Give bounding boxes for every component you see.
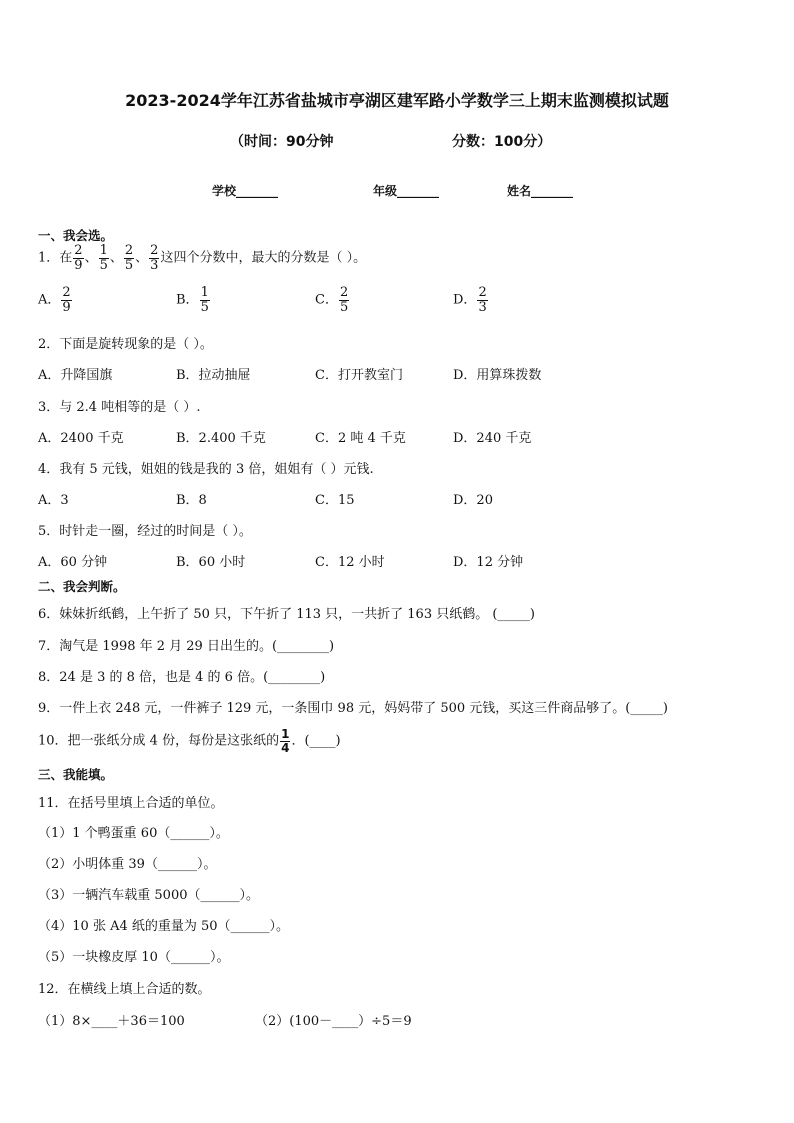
q4-option-d: D．20 (453, 493, 493, 508)
q1-option-a: A． $\frac{2}{9}$ (38, 285, 71, 315)
exam-score: 分数：100分） (452, 134, 552, 150)
section-heading-fill: 三、我能填。 (38, 767, 114, 782)
question-4: 4．我有 5 元钱，姐姐的钱是我的 3 倍，姐姐有（ ）元钱. (38, 462, 374, 477)
q2-option-a: A．升降国旗 (38, 368, 113, 383)
grade-field: 年级_______ (373, 184, 440, 198)
question-9: 9．一件上衣 248 元，一件裤子 129 元，一条围巾 98 元，妈妈带了 500 元钱，买这三件商品够了。(_____) (38, 701, 668, 716)
q5-option-d: D．12 分钟 (453, 555, 524, 570)
section-heading-choice: 一、我会选。 (38, 228, 114, 243)
question-7: 7．淘气是 1998 年 2 月 29 日出生的。(________) (38, 639, 335, 654)
q1-sep: 、 (84, 250, 98, 266)
q11-item-4: （4）10 张 A4 纸的重量为 50（______）。 (38, 919, 290, 934)
q1-prefix: 1．在 (38, 250, 73, 266)
q10-fraction: $\frac{1}{4}$ (281, 727, 290, 755)
q2-option-c: C．打开教室门 (315, 368, 403, 383)
q4-option-c: C．15 (315, 493, 355, 508)
q10-suffix: ．(____) (291, 733, 341, 749)
q1-sep: 、 (135, 250, 149, 266)
q1-option-d: D． $\frac{2}{3}$ (453, 285, 487, 315)
question-12: 12．在横线上填上合适的数。 (38, 982, 211, 997)
section-heading-judge: 二、我会判断。 (38, 579, 126, 594)
question-6: 6．妹妹折纸鹤，上午折了 50 只，下午折了 113 只，一共折了 163 只纸鹤。 (_____) (38, 607, 536, 622)
q10-prefix: 10．把一张纸分成 4 份，每份是这张纸的 (38, 733, 280, 749)
q1-fraction-3: $\frac{2}{5}$ (124, 243, 134, 273)
q11-item-1: （1）1 个鸭蛋重 60（______）。 (38, 826, 229, 841)
q1-fraction-2: $\frac{1}{5}$ (99, 243, 108, 273)
page-title: 2023-2024学年江苏省盐城市亭湖区建军路小学数学三上期末监测模拟试题 (125, 91, 669, 110)
q3-option-c: C．2 吨 4 千克 (315, 431, 406, 446)
q4-option-b: B．8 (176, 493, 207, 508)
q1-sep: 、 (109, 250, 123, 266)
q5-option-c: C．12 小时 (315, 555, 385, 570)
q3-option-a: A．2400 千克 (38, 431, 124, 446)
exam-time: （时间：90分钟 (230, 134, 334, 150)
q1-fraction-4: $\frac{2}{3}$ (150, 243, 159, 273)
question-3: 3．与 2.4 吨相等的是（ ）. (38, 400, 201, 415)
q3-option-b: B．2.400 千克 (176, 431, 266, 446)
q1-option-c: C． $\frac{2}{5}$ (315, 285, 349, 315)
q1-suffix: 这四个分数中，最大的分数是（ ）。 (160, 250, 367, 266)
q11-item-3: （3）一辆汽车载重 5000（______）。 (38, 888, 259, 903)
q2-option-d: D．用算珠拨数 (453, 368, 542, 383)
q1-fraction-1: $\frac{2}{9}$ (74, 243, 83, 273)
q5-option-a: A．60 分钟 (38, 555, 108, 570)
q2-option-b: B．拉动抽屉 (176, 368, 251, 383)
question-5: 5．时针走一圈，经过的时间是（ ）。 (38, 524, 252, 539)
question-10 (38, 728, 341, 754)
q12-item-2: （2）(100－____）÷5＝9 (255, 1014, 412, 1029)
question-1 (38, 244, 366, 272)
name-field: 姓名_______ (507, 184, 574, 198)
q1-option-b: B． $\frac{1}{5}$ (176, 285, 209, 315)
q11-item-2: （2）小明体重 39（______）。 (38, 857, 217, 872)
question-11: 11．在括号里填上合适的单位。 (38, 796, 224, 811)
question-8: 8．24 是 3 的 8 倍，也是 4 的 6 倍。(________) (38, 670, 326, 685)
school-field: 学校_______ (212, 184, 279, 198)
question-2: 2．下面是旋转现象的是（ ）。 (38, 337, 213, 352)
q4-option-a: A．3 (38, 493, 69, 508)
q12-item-1: （1）8×____＋36＝100 (38, 1014, 185, 1029)
q3-option-d: D．240 千克 (453, 431, 532, 446)
q11-item-5: （5）一块橡皮厚 10（______）。 (38, 950, 230, 965)
q5-option-b: B．60 小时 (176, 555, 246, 570)
